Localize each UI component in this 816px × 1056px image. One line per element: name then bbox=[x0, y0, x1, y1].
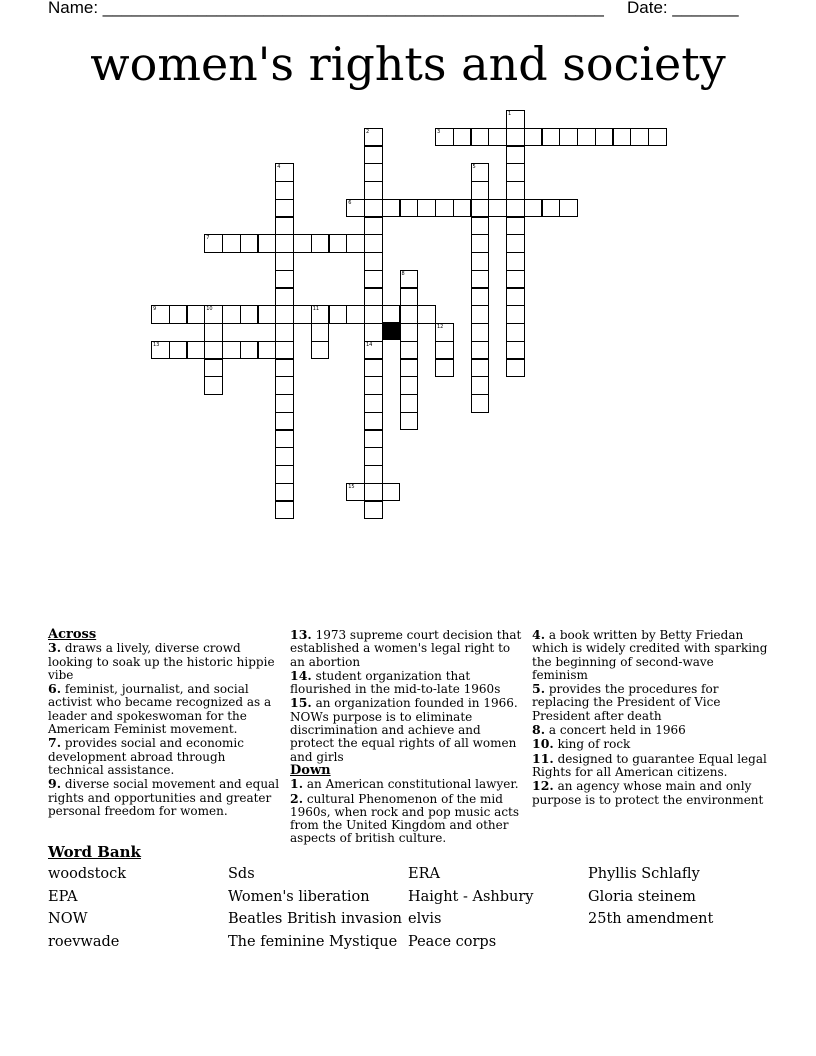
crossword-cell[interactable] bbox=[275, 217, 294, 236]
crossword-cell[interactable] bbox=[400, 323, 419, 342]
clue-text: provides the procedures for replacing the President of Vice President after death bbox=[532, 682, 721, 723]
crossword-cell[interactable] bbox=[471, 288, 490, 307]
crossword-cell[interactable] bbox=[275, 483, 294, 502]
clue-text: draws a lively, diverse crowd looking to soak up the historic hippie vibe bbox=[48, 641, 275, 682]
word-bank-item: NOW bbox=[48, 911, 88, 927]
word-bank-title: Word Bank bbox=[48, 843, 141, 861]
crossword-cell[interactable] bbox=[364, 394, 383, 413]
crossword-cell[interactable] bbox=[240, 341, 259, 360]
crossword-cell[interactable] bbox=[275, 163, 294, 182]
crossword-cell[interactable] bbox=[364, 412, 383, 431]
crossword-cell[interactable] bbox=[258, 234, 277, 253]
crossword-cell[interactable] bbox=[382, 199, 401, 218]
crossword-cell[interactable] bbox=[471, 394, 490, 413]
crossword-cell[interactable] bbox=[275, 359, 294, 378]
clue-item bbox=[290, 669, 522, 697]
crossword-cell[interactable] bbox=[506, 252, 525, 271]
crossword-cell[interactable] bbox=[435, 199, 454, 218]
crossword-cell[interactable] bbox=[471, 323, 490, 342]
clue-item bbox=[532, 779, 768, 807]
clue-number-label: 9. bbox=[48, 776, 62, 792]
crossword-cell[interactable] bbox=[275, 270, 294, 289]
clue-number-label: 14. bbox=[290, 667, 312, 683]
crossword-cell[interactable] bbox=[311, 234, 330, 253]
crossword-cell[interactable] bbox=[630, 128, 649, 147]
crossword-cell[interactable] bbox=[329, 305, 348, 324]
crossword-cell[interactable] bbox=[311, 341, 330, 360]
crossword-cell[interactable] bbox=[417, 199, 436, 218]
crossword-cell[interactable] bbox=[471, 359, 490, 378]
crossword-cell[interactable] bbox=[275, 430, 294, 449]
crossword-cell[interactable] bbox=[240, 305, 259, 324]
clue-number-label: 5. bbox=[532, 681, 546, 697]
crossword-cell[interactable] bbox=[364, 447, 383, 466]
crossword-cell[interactable] bbox=[506, 305, 525, 324]
crossword-cell[interactable] bbox=[364, 501, 383, 520]
word-bank-item: Phyllis Schlafly bbox=[588, 866, 700, 882]
crossword-cell[interactable] bbox=[346, 234, 365, 253]
crossword-cell[interactable] bbox=[346, 305, 365, 324]
crossword-cell[interactable] bbox=[435, 323, 454, 342]
clue-item bbox=[48, 736, 280, 777]
clues-column-1 bbox=[48, 628, 280, 818]
crossword-cell[interactable] bbox=[400, 270, 419, 289]
crossword-cell[interactable] bbox=[364, 234, 383, 253]
crossword-cell[interactable] bbox=[400, 199, 419, 218]
clue-number-label: 8. bbox=[532, 722, 546, 738]
clue-text: student organization that flourished in the mid-to-late 1960s bbox=[290, 668, 501, 697]
word-bank-item: woodstock bbox=[48, 866, 127, 882]
clue-number-label: 15. bbox=[290, 695, 312, 711]
clue-item bbox=[532, 628, 768, 682]
crossword-cell[interactable] bbox=[275, 234, 294, 253]
crossword-cell[interactable] bbox=[400, 412, 419, 431]
clue-number-label: 1. bbox=[290, 776, 304, 792]
clue-number-label: 3. bbox=[48, 640, 62, 656]
crossword-cell[interactable] bbox=[204, 376, 223, 395]
clue-text: feminist, journalist, and social activist who became recognized as a leader and spokeswoman for the Americam Feminist movement. bbox=[48, 682, 272, 737]
clue-text: designed to guarantee Equal legal Rights for all American citizens. bbox=[532, 751, 767, 779]
crossword-cell[interactable] bbox=[577, 128, 596, 147]
crossword-cell[interactable] bbox=[364, 465, 383, 484]
crossword-cell[interactable] bbox=[506, 323, 525, 342]
crossword-cell[interactable] bbox=[506, 110, 525, 129]
crossword-cell[interactable] bbox=[488, 199, 507, 218]
clues-column-3 bbox=[532, 628, 768, 807]
clue-number: 9 bbox=[153, 306, 157, 313]
crossword-cell[interactable] bbox=[364, 341, 383, 360]
crossword-cell[interactable] bbox=[293, 234, 312, 253]
clue-number-label: 6. bbox=[48, 681, 62, 697]
crossword-cell[interactable] bbox=[364, 305, 383, 324]
crossword-cell[interactable] bbox=[471, 234, 490, 253]
crossword-cell[interactable] bbox=[364, 483, 383, 502]
crossword-cell[interactable] bbox=[506, 359, 525, 378]
clue-item bbox=[290, 696, 522, 763]
crossword-cell[interactable] bbox=[471, 217, 490, 236]
crossword-cell[interactable] bbox=[364, 217, 383, 236]
clue-text: cultural Phenomenon of the mid 1960s, when rock and pop music acts from the United Kingdom and other aspects of british culture. bbox=[290, 791, 520, 846]
crossword-cell[interactable] bbox=[524, 128, 543, 147]
word-bank-item: 25th amendment bbox=[588, 911, 714, 927]
crossword-cell[interactable] bbox=[364, 270, 383, 289]
clue-number: 12 bbox=[437, 324, 444, 330]
clue-number-label: 12. bbox=[532, 778, 554, 794]
crossword-cell[interactable] bbox=[542, 128, 561, 147]
crossword-cell[interactable] bbox=[471, 181, 490, 200]
crossword-cell[interactable] bbox=[364, 146, 383, 165]
crossword-cell[interactable] bbox=[258, 341, 277, 360]
word-bank-item: Women's liberation bbox=[228, 888, 370, 905]
crossword-cell[interactable] bbox=[169, 341, 188, 360]
crossword-cell[interactable] bbox=[382, 483, 401, 502]
crossword-cell[interactable] bbox=[275, 501, 294, 520]
crossword-cell[interactable] bbox=[222, 234, 241, 253]
crossword-cell[interactable] bbox=[275, 376, 294, 395]
crossword-cell[interactable] bbox=[293, 305, 312, 324]
crossword-cell[interactable] bbox=[364, 376, 383, 395]
clue-number-label: 7. bbox=[48, 735, 62, 751]
crossword-cell[interactable] bbox=[613, 128, 632, 147]
clue-text: 1973 supreme court decision that established a women's legal right to an abortion bbox=[290, 628, 522, 669]
crossword-cell[interactable] bbox=[559, 128, 578, 147]
clue-number: 14 bbox=[366, 341, 373, 348]
crossword-cell[interactable] bbox=[364, 288, 383, 307]
crossword-cell[interactable] bbox=[400, 376, 419, 395]
clue-number: 11 bbox=[312, 306, 320, 313]
clue-number: 13 bbox=[153, 341, 160, 348]
crossword-cell[interactable] bbox=[222, 305, 241, 324]
crossword-cell[interactable] bbox=[488, 128, 507, 147]
clue-number-label: 13. bbox=[290, 627, 312, 642]
crossword-cell[interactable] bbox=[275, 305, 294, 324]
crossword-cell[interactable] bbox=[524, 199, 543, 218]
word-bank-item: elvis bbox=[408, 911, 442, 927]
crossword-cell[interactable] bbox=[151, 305, 170, 324]
crossword-cell[interactable] bbox=[346, 199, 365, 218]
crossword-cell[interactable] bbox=[471, 128, 490, 147]
crossword-cell[interactable] bbox=[204, 305, 223, 324]
crossword-cell[interactable] bbox=[222, 341, 241, 360]
word-bank-item: ERA bbox=[408, 866, 440, 882]
crossword-cell[interactable] bbox=[506, 341, 525, 360]
crossword-cell[interactable] bbox=[471, 341, 490, 360]
word-bank-item: EPA bbox=[48, 888, 78, 905]
clue-number: 8 bbox=[401, 270, 405, 277]
clue-text: a book written by Betty Friedan which is widely credited with sparking the beginning of second-wave feminism bbox=[532, 628, 768, 682]
word-bank-item: Haight - Ashbury bbox=[408, 888, 534, 905]
crossword-cell[interactable] bbox=[648, 128, 667, 147]
crossword-cell[interactable] bbox=[346, 483, 365, 502]
crossword-cell[interactable] bbox=[275, 341, 294, 360]
word-bank-item: Sds bbox=[228, 866, 255, 882]
crossword-cell[interactable] bbox=[471, 305, 490, 324]
crossword-cell[interactable] bbox=[506, 234, 525, 253]
clue-number: 1 bbox=[508, 111, 512, 117]
clue-item bbox=[290, 628, 522, 669]
crossword-cell[interactable] bbox=[364, 323, 383, 342]
clue-number: 6 bbox=[348, 199, 352, 206]
word-bank-item: Gloria steinem bbox=[588, 888, 696, 905]
clue-item bbox=[532, 737, 768, 751]
crossword-cell[interactable] bbox=[187, 305, 206, 324]
crossword-cell[interactable] bbox=[435, 341, 454, 360]
crossword-black-block bbox=[382, 322, 400, 340]
crossword-cell[interactable] bbox=[506, 217, 525, 236]
clue-number: 10 bbox=[206, 306, 213, 313]
crossword-cell[interactable] bbox=[400, 359, 419, 378]
clue-number-label: 4. bbox=[532, 627, 546, 642]
crossword-cell[interactable] bbox=[311, 305, 330, 324]
date-field-label[interactable]: Date: _______ bbox=[627, 0, 739, 17]
word-bank-item: Peace corps bbox=[408, 933, 497, 950]
across-heading: Across bbox=[48, 627, 97, 642]
crossword-cell[interactable] bbox=[542, 199, 561, 218]
clue-item bbox=[48, 641, 280, 682]
clue-number: 7 bbox=[206, 235, 210, 242]
crossword-cell[interactable] bbox=[364, 199, 383, 218]
crossword-cell[interactable] bbox=[364, 430, 383, 449]
word-bank-item: Beatles British invasion bbox=[228, 911, 403, 927]
crossword-cell[interactable] bbox=[400, 394, 419, 413]
crossword-cell[interactable] bbox=[506, 270, 525, 289]
clue-item bbox=[290, 777, 522, 791]
crossword-cell[interactable] bbox=[275, 394, 294, 413]
crossword-cell[interactable] bbox=[364, 359, 383, 378]
crossword-cell[interactable] bbox=[169, 305, 188, 324]
clue-item bbox=[48, 777, 280, 818]
crossword-cell[interactable] bbox=[471, 163, 490, 182]
crossword-cell[interactable] bbox=[364, 252, 383, 271]
crossword-cell[interactable] bbox=[506, 163, 525, 182]
crossword-cell[interactable] bbox=[204, 341, 223, 360]
crossword-cell[interactable] bbox=[506, 288, 525, 307]
crossword-cell[interactable] bbox=[453, 199, 472, 218]
clues-column-2 bbox=[290, 628, 522, 846]
word-bank-item: The feminine Mystique bbox=[228, 933, 398, 950]
crossword-cell[interactable] bbox=[364, 128, 383, 147]
clue-text: provides social and economic development abroad through technical assistance. bbox=[48, 736, 244, 777]
crossword-cell[interactable] bbox=[275, 447, 294, 466]
crossword-cell[interactable] bbox=[204, 359, 223, 378]
clue-number: 3 bbox=[437, 128, 441, 135]
clue-number: 2 bbox=[366, 128, 370, 135]
crossword-cell[interactable] bbox=[258, 305, 277, 324]
clue-item bbox=[290, 792, 522, 846]
clue-item bbox=[532, 723, 768, 737]
crossword-cell[interactable] bbox=[400, 288, 419, 307]
clue-item bbox=[532, 752, 768, 780]
crossword-cell[interactable] bbox=[506, 181, 525, 200]
crossword-cell[interactable] bbox=[471, 376, 490, 395]
word-bank-item: roevwade bbox=[48, 933, 120, 950]
clue-text: an organization founded in 1966. NOWs purpose is to eliminate discrimination and achieve and protect the equal rights of all women and girls bbox=[290, 696, 518, 764]
clue-text: an American constitutional lawyer. bbox=[303, 777, 519, 792]
crossword-cell[interactable] bbox=[400, 305, 419, 324]
crossword-cell[interactable] bbox=[364, 181, 383, 200]
crossword-cell[interactable] bbox=[471, 199, 490, 218]
crossword-cell[interactable] bbox=[435, 359, 454, 378]
crossword-cell[interactable] bbox=[275, 465, 294, 484]
clue-number-label: 11. bbox=[532, 750, 554, 766]
crossword-cell[interactable] bbox=[204, 234, 223, 253]
clue-item bbox=[532, 682, 768, 723]
crossword-cell[interactable] bbox=[329, 234, 348, 253]
crossword-cell[interactable] bbox=[275, 199, 294, 218]
crossword-cell[interactable] bbox=[275, 323, 294, 342]
crossword-cell[interactable] bbox=[187, 341, 206, 360]
crossword-cell[interactable] bbox=[506, 199, 525, 218]
crossword-cell[interactable] bbox=[471, 270, 490, 289]
crossword-cell[interactable] bbox=[151, 341, 170, 360]
clue-item bbox=[48, 682, 280, 736]
crossword-cell[interactable] bbox=[506, 146, 525, 165]
crossword-cell[interactable] bbox=[204, 323, 223, 342]
crossword-cell[interactable] bbox=[275, 181, 294, 200]
crossword-cell[interactable] bbox=[417, 305, 436, 324]
crossword-cell[interactable] bbox=[559, 199, 578, 218]
crossword-cell[interactable] bbox=[453, 128, 472, 147]
clue-text: an agency whose main and only purpose is to protect the environment bbox=[532, 779, 764, 807]
crossword-cell[interactable] bbox=[275, 252, 294, 271]
clue-text: king of rock bbox=[553, 737, 631, 752]
name-field-label[interactable]: Name: _____________________________________________________ bbox=[48, 0, 604, 17]
clue-number-label: 2. bbox=[290, 790, 304, 806]
clue-text: a concert held in 1966 bbox=[545, 723, 686, 738]
clue-number: 15 bbox=[348, 483, 355, 490]
clue-number-label: 10. bbox=[532, 736, 554, 752]
clue-text: diverse social movement and equal rights and opportunities and greater personal freedom for women. bbox=[48, 777, 280, 818]
crossword-cell[interactable] bbox=[471, 252, 490, 271]
crossword-cell[interactable] bbox=[311, 323, 330, 342]
crossword-cell[interactable] bbox=[364, 163, 383, 182]
crossword-cell[interactable] bbox=[506, 128, 525, 147]
crossword-cell[interactable] bbox=[400, 341, 419, 360]
down-heading: Down bbox=[290, 762, 331, 778]
clue-number: 5 bbox=[472, 164, 476, 171]
crossword-cell[interactable] bbox=[275, 288, 294, 307]
crossword-cell[interactable] bbox=[240, 234, 259, 253]
clue-number: 4 bbox=[277, 164, 281, 171]
crossword-cell[interactable] bbox=[595, 128, 614, 147]
crossword-cell[interactable] bbox=[435, 128, 454, 147]
crossword-cell[interactable] bbox=[275, 412, 294, 431]
page-title: women's rights and society bbox=[90, 37, 726, 91]
